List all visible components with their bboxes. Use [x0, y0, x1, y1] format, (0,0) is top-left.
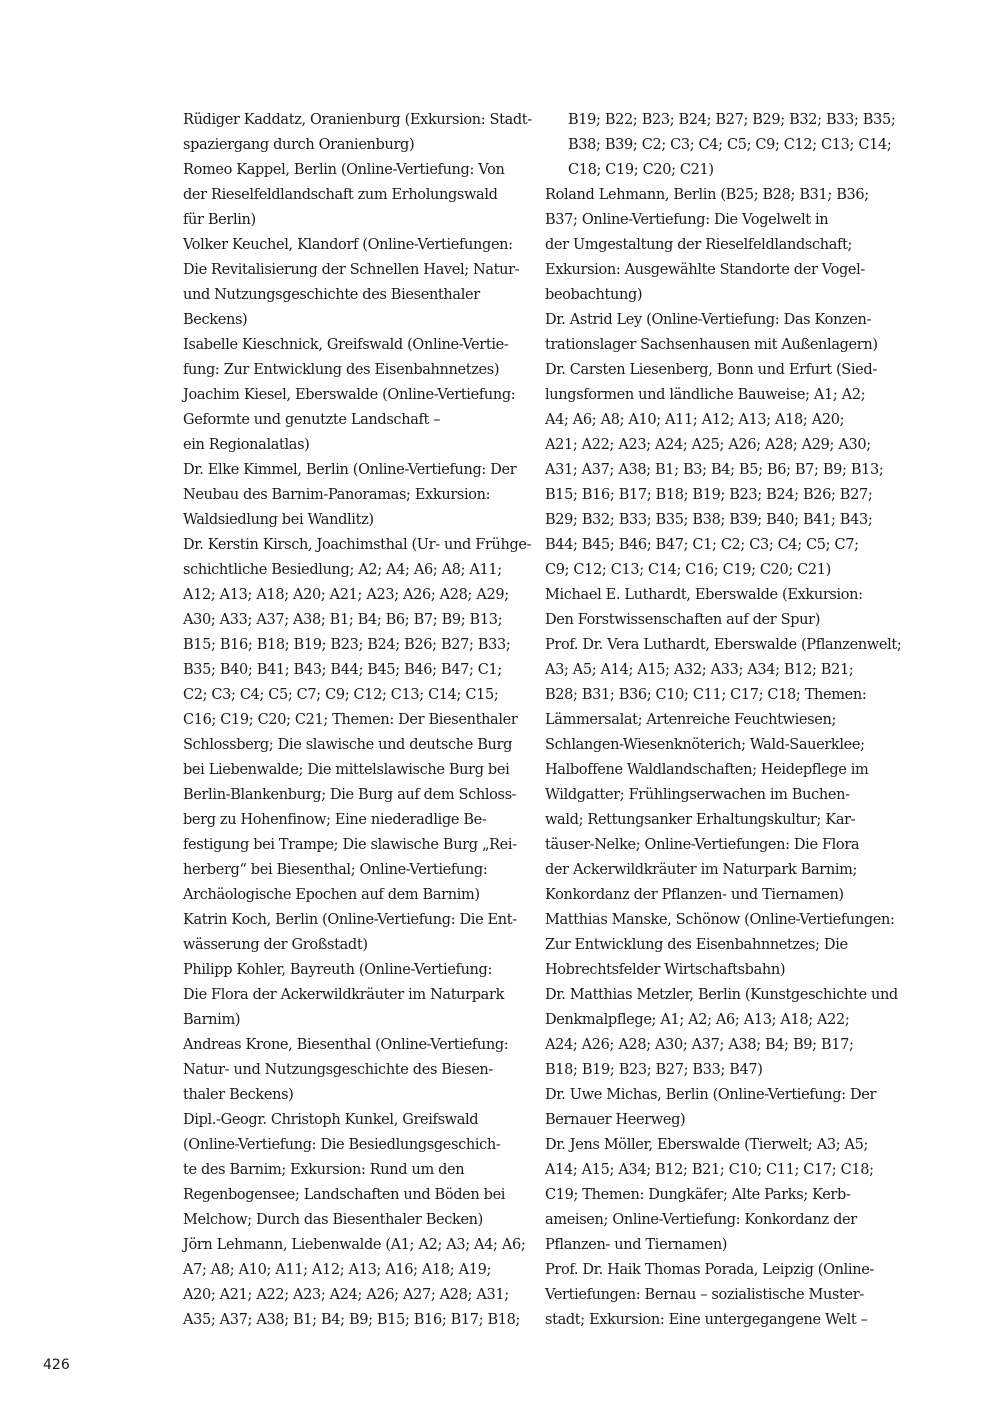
index-entry — [545, 183, 885, 308]
entry-line: Halboffene Waldlandschaften; Heidepflege im — [545, 762, 869, 778]
entry-line: Dr. Uwe Michas, Berlin (Online-Vertiefung: Der — [545, 1087, 877, 1103]
entry-line: schichtliche Besiedlung; A2; A4; A6; A8; A11; — [183, 562, 502, 578]
entry-line: stadt; Exkursion: Eine untergegangene Welt – — [545, 1312, 868, 1328]
entry-line: lungsformen und ländliche Bauweise; A1; A2; — [545, 387, 866, 403]
entry-line: Dr. Matthias Metzler, Berlin (Kunstgeschichte und — [545, 987, 898, 1003]
entry-line: A14; A15; A34; B12; B21; C10; C11; C17; C18; — [545, 1162, 874, 1178]
index-entry — [545, 1083, 885, 1133]
entry-line: A7; A8; A10; A11; A12; A13; A16; A18; A19; — [183, 1262, 491, 1278]
entry-line: B19; B22; B23; B24; B27; B29; B32; B33; B35; — [568, 112, 896, 128]
entry-line: Volker Keuchel, Klandorf (Online-Vertiefungen: — [183, 237, 513, 253]
entry-line: A24; A26; A28; A30; A37; A38; B4; B9; B17; — [545, 1037, 854, 1053]
entry-line: Wildgatter; Frühlingserwachen im Buchen- — [545, 787, 850, 803]
entry-line: (Online-Vertiefung: Die Besiedlungsgeschich- — [183, 1137, 501, 1153]
entry-line: festigung bei Trampe; Die slawische Burg „Rei- — [183, 837, 517, 853]
entry-line: A31; A37; A38; B1; B3; B4; B5; B6; B7; B9; B13; — [545, 462, 884, 478]
index-entry — [545, 1258, 885, 1333]
entry-line: Michael E. Luthardt, Eberswalde (Exkursion: — [545, 587, 863, 603]
entry-line: te des Barnim; Exkursion: Rund um den — [183, 1162, 465, 1178]
entry-line: Rüdiger Kaddatz, Oranienburg (Exkursion: Stadt- — [183, 112, 532, 128]
entry-line: der Rieselfeldlandschaft zum Erholungswald — [183, 187, 498, 203]
entry-line: und Nutzungsgeschichte des Biesenthaler — [183, 287, 480, 303]
index-entry — [183, 1233, 526, 1333]
entry-line: Exkursion: Ausgewählte Standorte der Vogel- — [545, 262, 865, 278]
entry-line: Prof. Dr. Haik Thomas Porada, Leipzig (Online- — [545, 1262, 874, 1278]
entry-line: C18; C19; C20; C21) — [568, 162, 714, 178]
entry-line: Pflanzen- und Tiernamen) — [545, 1237, 728, 1253]
entry-line: für Berlin) — [183, 212, 256, 228]
entry-line: Schlangen-Wiesenknöterich; Wald-Sauerklee; — [545, 737, 865, 753]
entry-line: B15; B16; B18; B19; B23; B24; B26; B27; B33; — [183, 637, 511, 653]
entry-line: berg zu Hohenfinow; Eine niederadlige Be- — [183, 812, 487, 828]
index-entry — [183, 333, 523, 383]
index-entry — [545, 908, 895, 983]
entry-line: Neubau des Barnim-Panoramas; Exkursion: — [183, 487, 491, 503]
entry-line: Jörn Lehmann, Liebenwalde (A1; A2; A3; A4; A6; — [183, 1237, 526, 1253]
index-entry — [545, 358, 885, 583]
right-column — [545, 108, 902, 1333]
entry-line: C9; C12; C13; C14; C16; C19; C20; C21) — [545, 562, 831, 578]
entry-line: ein Regionalatlas) — [183, 437, 310, 453]
entry-line: A30; A33; A37; A38; B1; B4; B6; B7; B9; B13; — [183, 612, 503, 628]
entry-line: Vertiefungen: Bernau – sozialistische Muster- — [545, 1287, 864, 1303]
index-entry — [545, 983, 898, 1083]
entry-line: wässerung der Großstadt) — [183, 937, 368, 953]
entry-line: thaler Beckens) — [183, 1087, 294, 1103]
entry-line: C16; C19; C20; C21; Themen: Der Biesenthaler — [183, 712, 518, 728]
index-entry — [183, 233, 523, 333]
entry-line: Hobrechtsfelder Wirtschaftsbahn) — [545, 962, 786, 978]
entry-line: B15; B16; B17; B18; B19; B23; B24; B26; B27; — [545, 487, 873, 503]
entry-line: Den Forstwissenschaften auf der Spur) — [545, 612, 821, 628]
entry-line: B18; B19; B23; B27; B33; B47) — [545, 1062, 763, 1078]
index-entry — [183, 158, 523, 233]
entry-line: A35; A37; A38; B1; B4; B9; B15; B16; B17; B18; — [183, 1312, 521, 1328]
entry-line: Schlossberg; Die slawische und deutsche Burg — [183, 737, 513, 753]
index-entry — [183, 958, 523, 1033]
entry-line: Bernauer Heerweg) — [545, 1112, 686, 1128]
entry-line: Natur- und Nutzungsgeschichte des Biesen- — [183, 1062, 493, 1078]
index-entry — [183, 383, 523, 458]
entry-line: Beckens) — [183, 312, 248, 328]
entry-line: B44; B45; B46; B47; C1; C2; C3; C4; C5; C7; — [545, 537, 859, 553]
entry-line: Dr. Astrid Ley (Online-Vertiefung: Das Konzen- — [545, 312, 872, 328]
index-entry — [183, 1108, 523, 1233]
entry-line: Romeo Kappel, Berlin (Online-Vertiefung: Von — [183, 162, 505, 178]
entry-line: B29; B32; B33; B35; B38; B39; B40; B41; B43; — [545, 512, 873, 528]
entry-line: Lämmersalat; Artenreiche Feuchtwiesen; — [545, 712, 836, 728]
entry-line: Dr. Elke Kimmel, Berlin (Online-Vertiefung: Der — [183, 462, 517, 478]
index-entry — [183, 1033, 523, 1108]
index-entry — [183, 108, 532, 158]
entry-line: Melchow; Durch das Biesenthaler Becken) — [183, 1212, 483, 1228]
entry-line: Dr. Jens Möller, Eberswalde (Tierwelt; A3; A5; — [545, 1137, 869, 1153]
index-entry — [545, 108, 896, 183]
entry-line: B38; B39; C2; C3; C4; C5; C9; C12; C13; C14; — [568, 137, 892, 153]
index-entry — [183, 458, 523, 533]
entry-line: B37; Online-Vertiefung: Die Vogelwelt in — [545, 212, 829, 228]
entry-line: trationslager Sachsenhausen mit Außenlagern) — [545, 337, 878, 353]
entry-line: täuser-Nelke; Online-Vertiefungen: Die Flora — [545, 837, 860, 853]
entry-line: bei Liebenwalde; Die mittelslawische Burg bei — [183, 762, 510, 778]
entry-line: Philipp Kohler, Bayreuth (Online-Vertiefung: — [183, 962, 493, 978]
entry-line: beobachtung) — [545, 287, 643, 303]
entry-line: Zur Entwicklung des Eisenbahnnetzes; Die — [545, 937, 848, 953]
index-entry — [183, 908, 523, 958]
index-entry — [545, 583, 885, 633]
entry-line: Regenbogensee; Landschaften und Böden bei — [183, 1187, 506, 1203]
entry-line: ameisen; Online-Vertiefung: Konkordanz der — [545, 1212, 857, 1228]
entry-line: herberg“ bei Biesenthal; Online-Vertiefung: — [183, 862, 488, 878]
entry-line: spaziergang durch Oranienburg) — [183, 137, 415, 153]
entry-line: A12; A13; A18; A20; A21; A23; A26; A28; A29; — [183, 587, 509, 603]
entry-line: Roland Lehmann, Berlin (B25; B28; B31; B36; — [545, 187, 869, 203]
entry-line: Waldsiedlung bei Wandlitz) — [183, 512, 374, 528]
entry-line: Geformte und genutzte Landschaft – — [183, 412, 441, 428]
entry-line: Barnim) — [183, 1012, 241, 1028]
entry-line: C19; Themen: Dungkäfer; Alte Parks; Kerb- — [545, 1187, 851, 1203]
entry-line: der Ackerwildkräuter im Naturpark Barnim; — [545, 862, 858, 878]
entry-line: Prof. Dr. Vera Luthardt, Eberswalde (Pflanzenwelt; — [545, 637, 902, 653]
entry-line: B35; B40; B41; B43; B44; B45; B46; B47; C1; — [183, 662, 502, 678]
entry-line: Andreas Krone, Biesenthal (Online-Vertiefung: — [183, 1037, 509, 1053]
entry-line: A4; A6; A8; A10; A11; A12; A13; A18; A20; — [545, 412, 845, 428]
entry-line: Konkordanz der Pflanzen- und Tiernamen) — [545, 887, 844, 903]
entry-line: Isabelle Kieschnick, Greifswald (Online-Vertie- — [183, 337, 509, 353]
entry-line: fung: Zur Entwicklung des Eisenbahnnetzes) — [183, 362, 500, 378]
entry-line: wald; Rettungsanker Erhaltungskultur; Kar- — [545, 812, 856, 828]
entry-line: Dr. Kerstin Kirsch, Joachimsthal (Ur- und Frühge- — [183, 537, 532, 553]
index-entry — [545, 633, 902, 908]
entry-line: Archäologische Epochen auf dem Barnim) — [183, 887, 480, 903]
entry-line: Denkmalpflege; A1; A2; A6; A13; A18; A22; — [545, 1012, 850, 1028]
entry-line: Matthias Manske, Schönow (Online-Vertiefungen: — [545, 912, 895, 928]
entry-line: A3; A5; A14; A15; A32; A33; A34; B12; B21; — [545, 662, 854, 678]
page-number: 426 — [43, 1357, 70, 1373]
entry-line: Die Revitalisierung der Schnellen Havel; Natur- — [183, 262, 520, 278]
entry-line: A21; A22; A23; A24; A25; A26; A28; A29; A30; — [545, 437, 871, 453]
entry-line: B28; B31; B36; C10; C11; C17; C18; Themen: — [545, 687, 867, 703]
entry-line: C2; C3; C4; C5; C7; C9; C12; C13; C14; C15; — [183, 687, 499, 703]
left-column — [183, 108, 532, 1333]
entry-line: A20; A21; A22; A23; A24; A26; A27; A28; A31; — [183, 1287, 509, 1303]
index-entry — [545, 308, 885, 358]
entry-line: Berlin-Blankenburg; Die Burg auf dem Schloss- — [183, 787, 517, 803]
entry-line: Joachim Kiesel, Eberswalde (Online-Vertiefung: — [183, 387, 516, 403]
entry-line: Katrin Koch, Berlin (Online-Vertiefung: Die Ent- — [183, 912, 517, 928]
index-entry — [545, 1133, 885, 1258]
entry-line: Dr. Carsten Liesenberg, Bonn und Erfurt (Sied- — [545, 362, 877, 378]
entry-line: der Umgestaltung der Rieselfeldlandschaft; — [545, 237, 853, 253]
entry-line: Die Flora der Ackerwildkräuter im Naturpark — [183, 987, 504, 1003]
index-entry — [183, 533, 532, 908]
entry-line: Dipl.-Geogr. Christoph Kunkel, Greifswald — [183, 1112, 479, 1128]
